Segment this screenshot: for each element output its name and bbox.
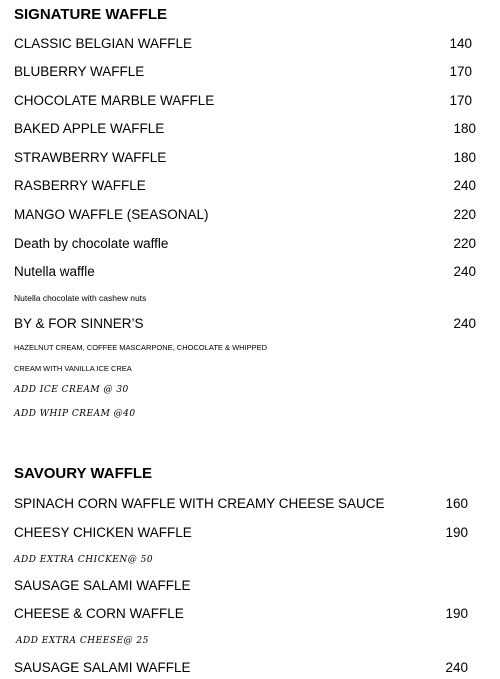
menu-item-name: CLASSIC BELGIAN WAFFLE — [14, 36, 193, 51]
menu-item-name: BLUBERRY WAFFLE — [14, 64, 145, 79]
menu-item-description: CREAM WITH VANILLA ICE CREA — [14, 364, 132, 373]
menu-item-price: 140 — [449, 36, 472, 51]
menu-item-name: Death by chocolate waffle — [14, 236, 169, 251]
menu-item-price: 240 — [453, 178, 476, 193]
menu-item-name: CHEESE & CORN WAFFLE — [14, 606, 184, 621]
menu-item-name: MANGO WAFFLE (SEASONAL) — [14, 207, 209, 222]
addon-note: ADD ICE CREAM @ 30 — [14, 385, 129, 395]
addon-note: ADD EXTRA CHEESE@ 25 — [16, 636, 149, 646]
addon-note: ADD WHIP CREAM @40 — [14, 409, 136, 419]
menu-item-price: 240 — [453, 316, 476, 331]
section-heading-savoury: SAVOURY WAFFLE — [14, 465, 153, 482]
menu-item-price: 240 — [445, 660, 468, 675]
menu-item-name: CHOCOLATE MARBLE WAFFLE — [14, 93, 215, 108]
menu-item-price: 240 — [453, 264, 476, 279]
menu-item-name: SAUSAGE SALAMI WAFFLE — [14, 660, 191, 675]
menu-item-name: BAKED APPLE WAFFLE — [14, 121, 165, 136]
menu-item-description: HAZELNUT CREAM, COFFEE MASCARPONE, CHOCOLATE & WHIPPED — [14, 343, 268, 352]
menu-item-price: 190 — [445, 525, 468, 540]
menu-item-price: 170 — [449, 93, 472, 108]
menu-item-name: Nutella waffle — [14, 264, 95, 279]
menu-item-name: SAUSAGE SALAMI WAFFLE — [14, 578, 191, 593]
menu-item-price: 160 — [445, 496, 468, 511]
section-heading-signature: SIGNATURE WAFFLE — [14, 6, 168, 23]
menu-item-price: 220 — [453, 207, 476, 222]
menu-item-name: STRAWBERRY WAFFLE — [14, 150, 167, 165]
menu-item-description: Nutella chocolate with cashew nuts — [14, 293, 147, 303]
menu-item-name: SPINACH CORN WAFFLE WITH CREAMY CHEESE SAUCE — [14, 496, 385, 511]
menu-item-price: 220 — [453, 236, 476, 251]
menu-item-name: RASBERRY WAFFLE — [14, 178, 146, 193]
menu-item-price: 170 — [449, 64, 472, 79]
menu-item-price: 180 — [453, 121, 476, 136]
menu-item-name: CHEESY CHICKEN WAFFLE — [14, 525, 192, 540]
addon-note: ADD EXTRA CHICKEN@ 50 — [14, 555, 154, 565]
menu-item-name: BY & FOR SINNER’S — [14, 316, 144, 331]
menu-item-price: 190 — [445, 606, 468, 621]
menu-item-price: 180 — [453, 150, 476, 165]
